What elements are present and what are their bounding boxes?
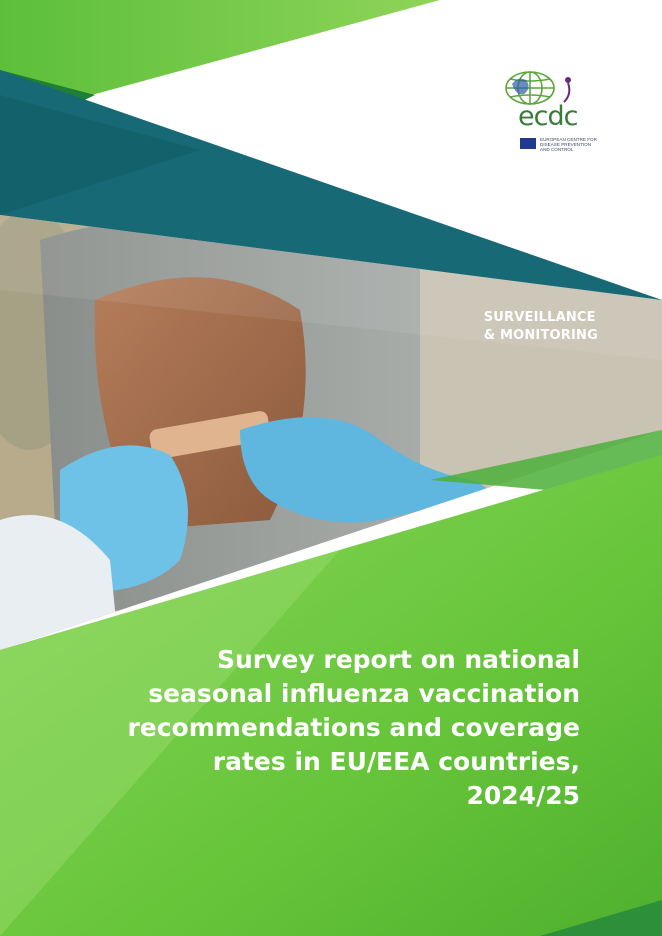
title-line: Survey report on national [216, 645, 580, 674]
agency-full-name [540, 137, 610, 152]
category-line: & MONITORING [483, 328, 598, 343]
logo-wordmark: ecdc [518, 101, 578, 132]
title-line: recommendations and coverage [127, 713, 580, 742]
report-category [484, 309, 598, 345]
title-line: seasonal influenza vaccination [148, 679, 580, 708]
report-title [80, 643, 580, 813]
agency-name-line: AND CONTROL [540, 147, 574, 152]
agency-name-line: DISEASE PREVENTION [540, 142, 592, 147]
agency-name-line: EUROPEAN CENTRE FOR [540, 137, 597, 142]
category-line: SURVEILLANCE [483, 310, 596, 325]
eu-flag-icon [520, 138, 536, 149]
title-line: rates in EU/EEA countries, [212, 747, 580, 776]
title-line: 2024/25 [466, 781, 580, 810]
